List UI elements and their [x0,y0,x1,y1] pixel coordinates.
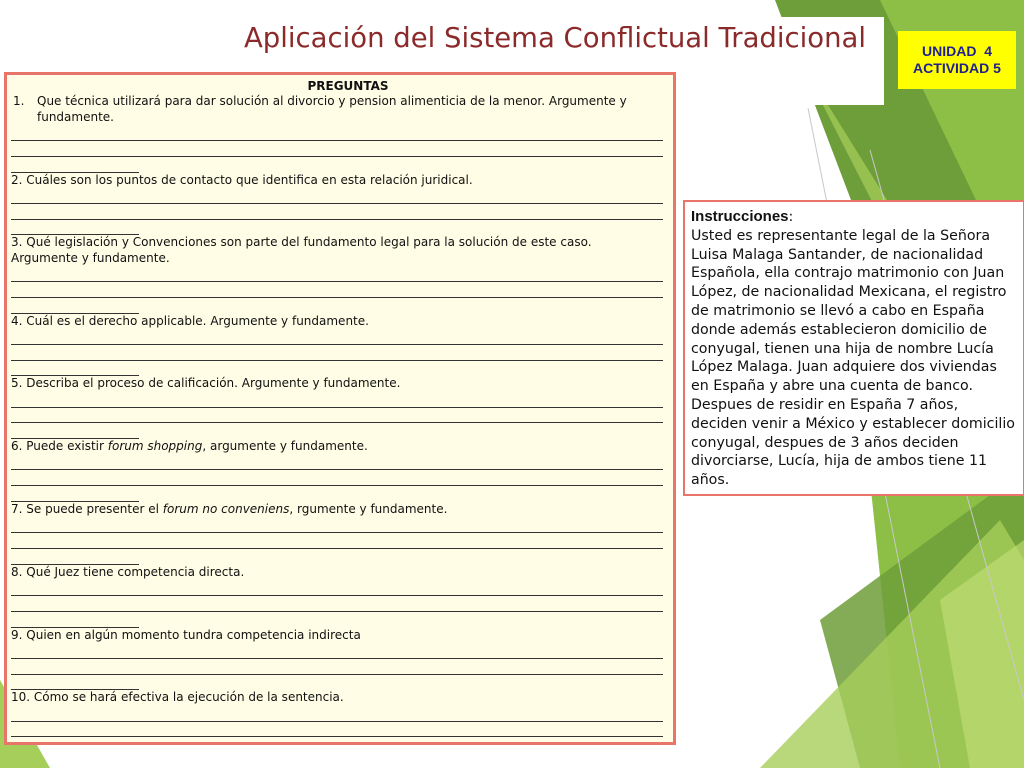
instructions-title: Instrucciones [691,208,789,225]
questions-panel [4,72,676,745]
answer-line[interactable] [11,533,663,549]
instructions-colon: : [788,209,794,225]
answer-line[interactable] [11,580,663,596]
answer-line[interactable] [11,157,139,173]
answer-line[interactable] [11,125,663,141]
slide-title: Aplicación del Sistema Conflictual Tradicional [244,22,867,54]
question-6-pre: 6. Puede existir [11,439,108,454]
question-1-number: 1. [13,94,25,109]
answer-line[interactable] [11,266,663,282]
question-6 [11,439,665,454]
answer-line[interactable] [11,361,139,377]
question-1-text: Que técnica utilizará para dar solución al divorcio y pension alimenticia de la menor. Argumente y fundamente. [37,94,627,124]
question-8: 8. Qué Juez tiene competencia directa. [11,564,245,579]
question-7-term: forum no conveniens [162,502,290,516]
question-2: 2. Cuáles son los puntos de contacto que identifica en esta relación juridical. [11,172,473,187]
answer-line[interactable] [11,517,663,533]
answer-line[interactable] [11,141,663,157]
answer-line[interactable] [11,706,663,722]
answer-line[interactable] [11,596,663,612]
instructions-paragraph-2: Despues de residir en España 7 años, deciden venir a México y establecer domicilio conyugal, despues de 3 años deciden divorciarse, Lucía, hija de ambos tiene 11 años. [691,396,1015,489]
answer-line[interactable] [11,486,139,502]
answer-line[interactable] [11,737,131,745]
instructions-paragraph-1: Usted es representante legal de la Señora Luisa Malaga Santander, de nacionalidad Española, ella contrajo matrimonio con Juan López, de nacionalidad Mexicana, el registro de matrimonio se llevó a cabo en España donde además establecieron domicilio de conyugal, tienen una hija de nombre Lucía López Malaga. Juan adquiere dos viviendas en España y abre una cuenta de banco. [691,227,1007,395]
answer-line[interactable] [11,220,139,236]
question-1 [11,94,665,125]
question-7 [11,502,665,517]
question-7-pre: 7. Se puede presenter el [11,502,163,516]
question-10: 10. Cómo se hará efectiva la ejecución de la sentencia. [11,690,344,705]
answer-line[interactable] [11,612,139,628]
question-6-post: , argumente y fundamente. [202,439,368,454]
question-7-post: , rgumente y fundamente. [289,502,448,516]
answer-line[interactable] [11,392,663,408]
answer-line[interactable] [11,470,663,486]
instructions-heading [691,208,1017,227]
answer-line[interactable] [11,675,139,691]
answer-line[interactable] [11,298,139,314]
answer-line[interactable] [11,188,663,204]
question-5: 5. Describa el proceso de calificación. Argumente y fundamente. [11,376,401,391]
answer-line[interactable] [11,329,663,345]
answer-line[interactable] [11,345,663,361]
answer-line[interactable] [11,722,663,738]
answer-line[interactable] [11,204,663,220]
activity-label: ACTIVIDAD 5 [913,60,1001,76]
answer-line[interactable] [11,423,139,439]
questions-header: PREGUNTAS [307,79,389,93]
answer-line[interactable] [11,643,663,659]
question-9: 9. Quien en algún momento tundra competencia indirecta [11,627,361,642]
answer-line[interactable] [11,282,663,298]
answer-line[interactable] [11,455,663,471]
answer-line[interactable] [11,549,139,565]
unit-activity-badge [898,31,1016,89]
answer-line[interactable] [11,408,663,424]
instructions-panel [683,200,1024,496]
unit-label: UNIDAD 4 [921,43,992,59]
question-3: 3. Qué legislación y Convenciones son parte del fundamento legal para la solución de este caso. Argumente y fundamente. [11,235,592,265]
question-6-term: forum shopping [107,439,203,454]
question-4: 4. Cuál es el derecho applicable. Argumente y fundamente. [11,313,369,328]
answer-line[interactable] [11,659,663,675]
